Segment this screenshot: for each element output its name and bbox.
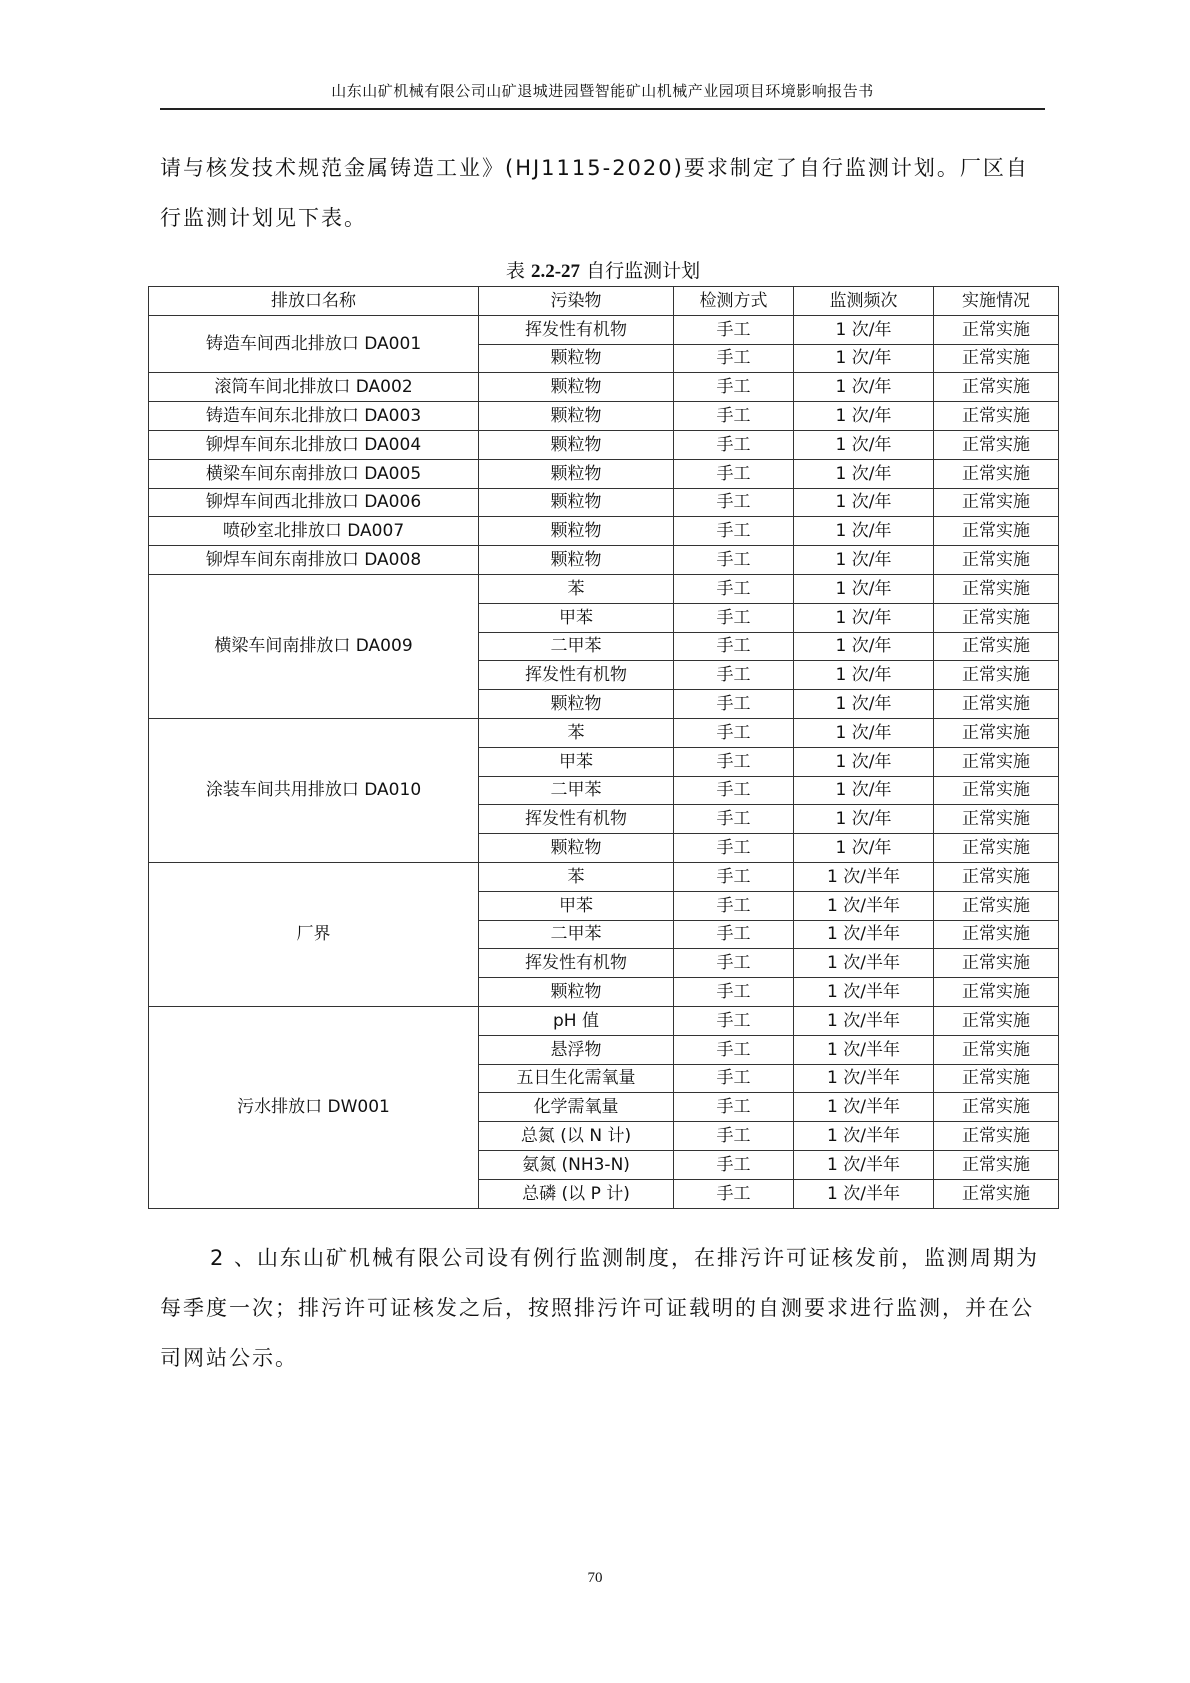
pollutant-cell: 化学需氧量 xyxy=(479,1093,674,1122)
table-row xyxy=(149,718,1059,747)
status-cell: 正常实施 xyxy=(934,862,1059,891)
method-cell: 手工 xyxy=(674,805,794,834)
frequency-cell: 1 次/半年 xyxy=(794,949,934,978)
method-cell: 手工 xyxy=(674,949,794,978)
frequency-cell: 1 次/年 xyxy=(794,373,934,402)
frequency-cell: 1 次/年 xyxy=(794,315,934,344)
frequency-cell: 1 次/年 xyxy=(794,517,934,546)
status-cell: 正常实施 xyxy=(934,949,1059,978)
outlet-name-cell: 铆焊车间东北排放口 DA004 xyxy=(149,430,479,459)
pollutant-cell: 二甲苯 xyxy=(479,776,674,805)
table-row xyxy=(149,402,1059,431)
pollutant-cell: 总磷 (以 P 计) xyxy=(479,1179,674,1208)
frequency-cell: 1 次/年 xyxy=(794,747,934,776)
status-cell: 正常实施 xyxy=(934,1122,1059,1151)
outlet-name-cell: 铸造车间东北排放口 DA003 xyxy=(149,402,479,431)
pollutant-cell: 氨氮 (NH3-N) xyxy=(479,1150,674,1179)
frequency-cell: 1 次/半年 xyxy=(794,891,934,920)
frequency-cell: 1 次/年 xyxy=(794,344,934,373)
status-cell: 正常实施 xyxy=(934,661,1059,690)
table-row xyxy=(149,574,1059,603)
table-row xyxy=(149,546,1059,575)
pollutant-cell: 甲苯 xyxy=(479,891,674,920)
method-cell: 手工 xyxy=(674,632,794,661)
caption-prefix: 表 xyxy=(505,260,531,282)
status-cell: 正常实施 xyxy=(934,1064,1059,1093)
frequency-cell: 1 次/年 xyxy=(794,546,934,575)
closing-paragraph: 2 、山东山矿机械有限公司设有例行监测制度，在排污许可证核发前，监测周期为每季度一次；排污许可证核发之后，按照排污许可证载明的自测要求进行监测，并在公司网站公示。 xyxy=(160,1246,1040,1370)
method-cell: 手工 xyxy=(674,1179,794,1208)
frequency-cell: 1 次/半年 xyxy=(794,1179,934,1208)
pollutant-cell: 颗粒物 xyxy=(479,430,674,459)
status-cell: 正常实施 xyxy=(934,718,1059,747)
status-cell: 正常实施 xyxy=(934,805,1059,834)
frequency-cell: 1 次/半年 xyxy=(794,1150,934,1179)
method-cell: 手工 xyxy=(674,920,794,949)
column-header-status: 实施情况 xyxy=(934,287,1059,316)
status-cell: 正常实施 xyxy=(934,459,1059,488)
page-number: 70 xyxy=(587,1570,603,1586)
method-cell: 手工 xyxy=(674,517,794,546)
method-cell: 手工 xyxy=(674,373,794,402)
column-header-method: 检测方式 xyxy=(674,287,794,316)
frequency-cell: 1 次/年 xyxy=(794,430,934,459)
status-cell: 正常实施 xyxy=(934,1035,1059,1064)
outlet-name-cell: 喷砂室北排放口 DA007 xyxy=(149,517,479,546)
pollutant-cell: 甲苯 xyxy=(479,747,674,776)
status-cell: 正常实施 xyxy=(934,1093,1059,1122)
status-cell: 正常实施 xyxy=(934,430,1059,459)
pollutant-cell: 苯 xyxy=(479,862,674,891)
method-cell: 手工 xyxy=(674,776,794,805)
method-cell: 手工 xyxy=(674,891,794,920)
method-cell: 手工 xyxy=(674,344,794,373)
monitoring-plan-table xyxy=(148,286,1059,1209)
pollutant-cell: 颗粒物 xyxy=(479,488,674,517)
status-cell: 正常实施 xyxy=(934,546,1059,575)
frequency-cell: 1 次/年 xyxy=(794,402,934,431)
table-caption xyxy=(148,258,1058,285)
method-cell: 手工 xyxy=(674,1006,794,1035)
frequency-cell: 1 次/年 xyxy=(794,661,934,690)
method-cell: 手工 xyxy=(674,315,794,344)
method-cell: 手工 xyxy=(674,603,794,632)
frequency-cell: 1 次/半年 xyxy=(794,1035,934,1064)
method-cell: 手工 xyxy=(674,574,794,603)
status-cell: 正常实施 xyxy=(934,632,1059,661)
pollutant-cell: 二甲苯 xyxy=(479,632,674,661)
frequency-cell: 1 次/半年 xyxy=(794,1093,934,1122)
method-cell: 手工 xyxy=(674,430,794,459)
frequency-cell: 1 次/半年 xyxy=(794,978,934,1007)
method-cell: 手工 xyxy=(674,747,794,776)
outlet-name-cell: 厂界 xyxy=(149,862,479,1006)
caption-number: 2.2-27 xyxy=(530,261,581,282)
pollutant-cell: 悬浮物 xyxy=(479,1035,674,1064)
table-row xyxy=(149,430,1059,459)
frequency-cell: 1 次/半年 xyxy=(794,1122,934,1151)
pollutant-cell: 挥发性有机物 xyxy=(479,949,674,978)
status-cell: 正常实施 xyxy=(934,1179,1059,1208)
running-header: 山东山矿机械有限公司山矿退城进园暨智能矿山机械产业园项目环境影响报告书 xyxy=(331,82,874,100)
pollutant-cell: 颗粒物 xyxy=(479,344,674,373)
status-cell: 正常实施 xyxy=(934,488,1059,517)
method-cell: 手工 xyxy=(674,1035,794,1064)
outlet-name-cell: 横梁车间南排放口 DA009 xyxy=(149,574,479,718)
intro-paragraph: 请与核发技术规范金属铸造工业》(HJ1115-2020)要求制定了自行监测计划。厂区自行监测计划见下表。 xyxy=(160,156,1029,230)
pollutant-cell: 颗粒物 xyxy=(479,373,674,402)
status-cell: 正常实施 xyxy=(934,344,1059,373)
pollutant-cell: 挥发性有机物 xyxy=(479,315,674,344)
frequency-cell: 1 次/年 xyxy=(794,603,934,632)
status-cell: 正常实施 xyxy=(934,574,1059,603)
frequency-cell: 1 次/半年 xyxy=(794,862,934,891)
method-cell: 手工 xyxy=(674,1150,794,1179)
method-cell: 手工 xyxy=(674,1064,794,1093)
column-header-pollutant: 污染物 xyxy=(479,287,674,316)
frequency-cell: 1 次/年 xyxy=(794,718,934,747)
status-cell: 正常实施 xyxy=(934,1006,1059,1035)
table-header-row xyxy=(149,287,1059,316)
status-cell: 正常实施 xyxy=(934,517,1059,546)
frequency-cell: 1 次/年 xyxy=(794,690,934,719)
method-cell: 手工 xyxy=(674,978,794,1007)
caption-title: 自行监测计划 xyxy=(580,260,701,282)
method-cell: 手工 xyxy=(674,834,794,863)
table-row xyxy=(149,459,1059,488)
status-cell: 正常实施 xyxy=(934,978,1059,1007)
pollutant-cell: 颗粒物 xyxy=(479,546,674,575)
method-cell: 手工 xyxy=(674,661,794,690)
table-row xyxy=(149,373,1059,402)
column-header-outlet: 排放口名称 xyxy=(149,287,479,316)
method-cell: 手工 xyxy=(674,1093,794,1122)
method-cell: 手工 xyxy=(674,402,794,431)
header-divider xyxy=(160,108,1045,110)
method-cell: 手工 xyxy=(674,546,794,575)
outlet-name-cell: 铸造车间西北排放口 DA001 xyxy=(149,315,479,373)
pollutant-cell: pH 值 xyxy=(479,1006,674,1035)
pollutant-cell: 二甲苯 xyxy=(479,920,674,949)
status-cell: 正常实施 xyxy=(934,690,1059,719)
column-header-frequency: 监测频次 xyxy=(794,287,934,316)
pollutant-cell: 颗粒物 xyxy=(479,978,674,1007)
outlet-name-cell: 铆焊车间东南排放口 DA008 xyxy=(149,546,479,575)
table-row xyxy=(149,1006,1059,1035)
pollutant-cell: 挥发性有机物 xyxy=(479,661,674,690)
frequency-cell: 1 次/年 xyxy=(794,805,934,834)
method-cell: 手工 xyxy=(674,459,794,488)
status-cell: 正常实施 xyxy=(934,603,1059,632)
frequency-cell: 1 次/年 xyxy=(794,776,934,805)
method-cell: 手工 xyxy=(674,1122,794,1151)
status-cell: 正常实施 xyxy=(934,776,1059,805)
pollutant-cell: 苯 xyxy=(479,574,674,603)
method-cell: 手工 xyxy=(674,690,794,719)
outlet-name-cell: 涂装车间共用排放口 DA010 xyxy=(149,718,479,862)
pollutant-cell: 颗粒物 xyxy=(479,517,674,546)
status-cell: 正常实施 xyxy=(934,891,1059,920)
pollutant-cell: 甲苯 xyxy=(479,603,674,632)
status-cell: 正常实施 xyxy=(934,315,1059,344)
status-cell: 正常实施 xyxy=(934,1150,1059,1179)
pollutant-cell: 颗粒物 xyxy=(479,402,674,431)
pollutant-cell: 五日生化需氧量 xyxy=(479,1064,674,1093)
frequency-cell: 1 次/年 xyxy=(794,834,934,863)
table-body xyxy=(149,315,1059,1208)
table-row xyxy=(149,315,1059,344)
table-row xyxy=(149,488,1059,517)
frequency-cell: 1 次/年 xyxy=(794,632,934,661)
frequency-cell: 1 次/年 xyxy=(794,459,934,488)
status-cell: 正常实施 xyxy=(934,402,1059,431)
method-cell: 手工 xyxy=(674,862,794,891)
frequency-cell: 1 次/半年 xyxy=(794,1064,934,1093)
pollutant-cell: 颗粒物 xyxy=(479,834,674,863)
table-row xyxy=(149,517,1059,546)
status-cell: 正常实施 xyxy=(934,747,1059,776)
frequency-cell: 1 次/年 xyxy=(794,488,934,517)
method-cell: 手工 xyxy=(674,718,794,747)
outlet-name-cell: 滚筒车间北排放口 DA002 xyxy=(149,373,479,402)
outlet-name-cell: 铆焊车间西北排放口 DA006 xyxy=(149,488,479,517)
pollutant-cell: 颗粒物 xyxy=(479,459,674,488)
pollutant-cell: 苯 xyxy=(479,718,674,747)
pollutant-cell: 总氮 (以 N 计) xyxy=(479,1122,674,1151)
outlet-name-cell: 污水排放口 DW001 xyxy=(149,1006,479,1208)
status-cell: 正常实施 xyxy=(934,834,1059,863)
outlet-name-cell: 横梁车间东南排放口 DA005 xyxy=(149,459,479,488)
pollutant-cell: 挥发性有机物 xyxy=(479,805,674,834)
status-cell: 正常实施 xyxy=(934,373,1059,402)
frequency-cell: 1 次/半年 xyxy=(794,1006,934,1035)
pollutant-cell: 颗粒物 xyxy=(479,690,674,719)
status-cell: 正常实施 xyxy=(934,920,1059,949)
frequency-cell: 1 次/年 xyxy=(794,574,934,603)
frequency-cell: 1 次/半年 xyxy=(794,920,934,949)
method-cell: 手工 xyxy=(674,488,794,517)
table-row xyxy=(149,862,1059,891)
